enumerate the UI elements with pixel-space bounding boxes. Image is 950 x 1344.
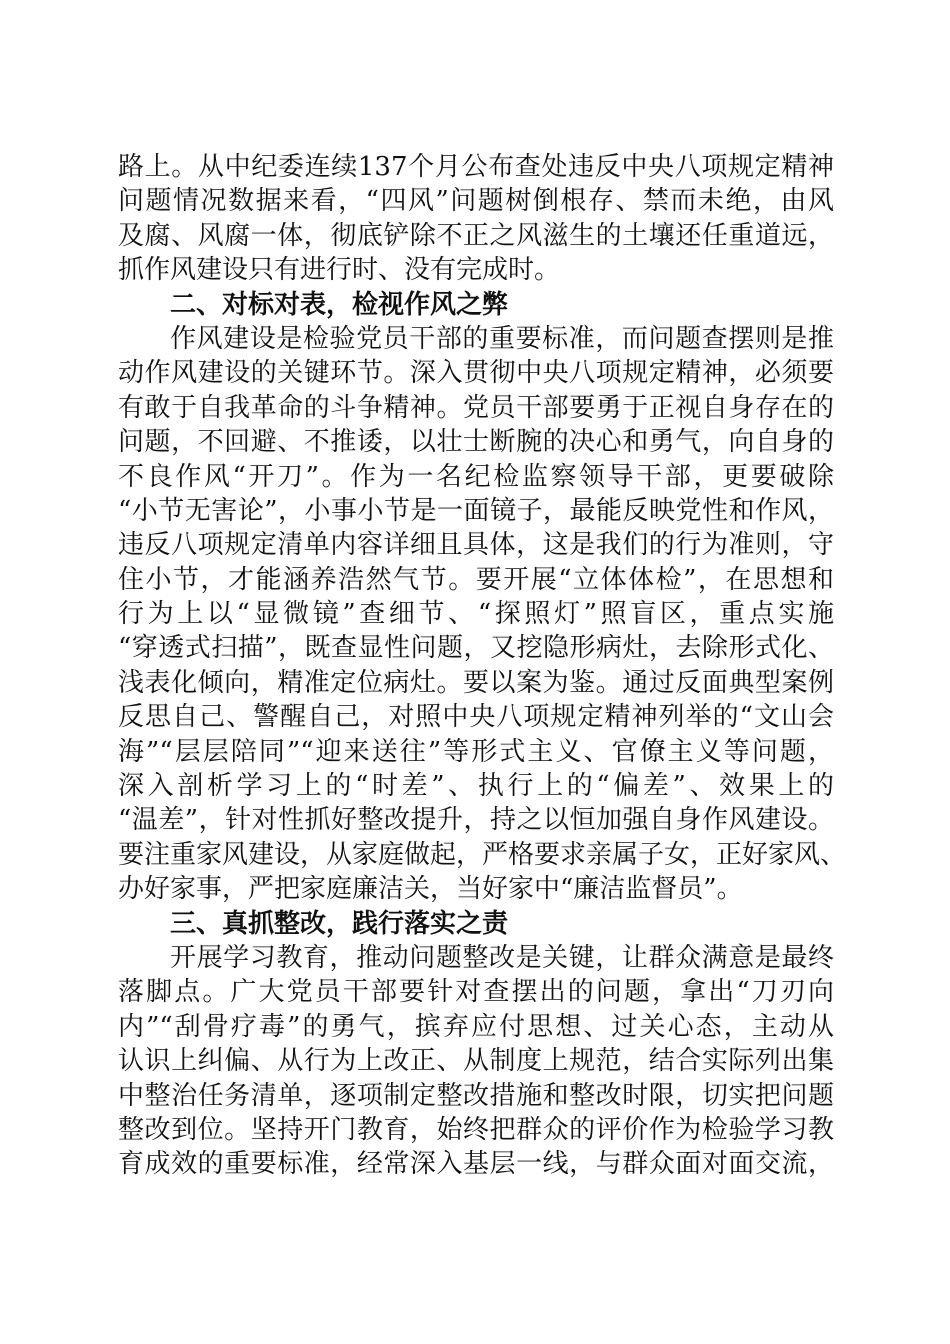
text-line: “温差”，针对性抓好整改提升，持之以恒加强自身作风建设。: [118, 805, 834, 836]
paragraph-first-line: 开展学习教育，推动问题整改是关键，让群众满意是最终: [170, 942, 834, 973]
text-line: 整改到位。坚持开门教育，始终把群众的评价作为检验学习教: [118, 1114, 834, 1145]
text-line: 内”“刮骨疗毒”的勇气，摈弃应付思想、过关心态，主动从: [118, 1011, 834, 1042]
body-text: [118, 150, 847, 1182]
text-line: 中整治任务清单，逐项制定整改措施和整改时限，切实把问题: [118, 1080, 834, 1111]
text-line: 办好家事，严把家庭廉洁关，当好家中“廉洁监督员”。: [118, 874, 743, 905]
text-line: 路上。从中纪委连续137个月公布查处违反中央八项规定精神: [118, 152, 834, 182]
text-line: 海”“层层陪同”“迎来送往”等形式主义、官僚主义等问题，: [118, 736, 834, 767]
text-line: 问题情况数据来看，“四风”问题树倒根存、禁而未绝，由风: [118, 186, 834, 217]
text-line: 浅表化倾向，精准定位病灶。要以案为鉴。通过反面典型案例: [118, 667, 834, 698]
text-line: 动作风建设的关键环节。深入贯彻中央八项规定精神，必须要: [118, 358, 834, 389]
section-heading-3: 三、真抓整改，践行落实之责: [170, 908, 509, 939]
text-line: 违反八项规定清单内容详细且具体，这是我们的行为准则，守: [118, 530, 834, 561]
text-line: 落脚点。广大党员干部要针对查摆出的问题，拿出“刀刃向: [118, 977, 834, 1008]
text-line: “穿透式扫描”，既查显性问题，又挖隐形病灶，去除形式化、: [118, 633, 834, 664]
text-line: 有敢于自我革命的斗争精神。党员干部要勇于正视自身存在的: [118, 392, 834, 423]
section-heading-2: 二、对标对表，检视作风之弊: [170, 289, 509, 320]
text-line: 深入剖析学习上的“时差”、执行上的“偏差”、效果上的: [118, 771, 834, 802]
text-line: 认识上纠偏、从行为上改正、从制度上规范，结合实际列出集: [118, 1046, 834, 1077]
text-line: 问题，不回避、不推诿，以壮士断腕的决心和勇气，向自身的: [118, 427, 834, 458]
text-line: “小节无害论”，小事小节是一面镜子，最能反映党性和作风，: [118, 495, 834, 526]
text-line: 育成效的重要标准，经常深入基层一线，与群众面对面交流，: [118, 1149, 834, 1180]
text-line: 抓作风建设只有进行时、没有完成时。: [118, 255, 561, 286]
text-line: 住小节，才能涵养浩然气节。要开展“立体体检”，在思想和: [118, 564, 834, 595]
paragraph-first-line: 作风建设是检验党员干部的重要标准，而问题查摆则是推: [170, 323, 834, 354]
text-line: 及腐、风腐一体，彻底铲除不正之风滋生的土壤还任重道远，: [118, 220, 834, 251]
text-line: 行为上以“显微镜”查细节、“探照灯”照盲区，重点实施: [118, 599, 834, 630]
text-line: 要注重家风建设，从家庭做起，严格要求亲属子女，正好家风、: [118, 839, 847, 870]
text-line: 反思自己、警醒自己，对照中央八项规定精神列举的“文山会: [118, 702, 834, 733]
text-line: 不良作风“开刀”。作为一名纪检监察领导干部，更要破除: [118, 461, 834, 492]
